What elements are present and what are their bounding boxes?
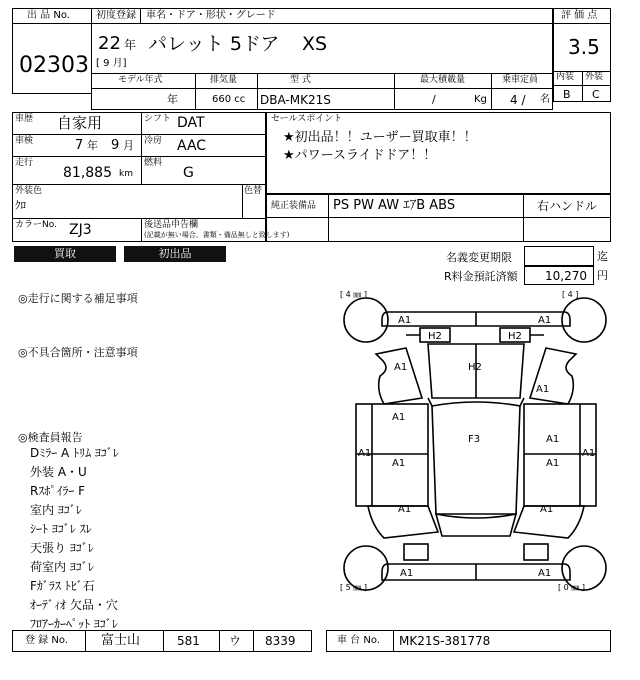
lot-number-box <box>12 8 92 94</box>
equipment-value: PS PW AW ｴｱB ABS <box>333 198 456 213</box>
handle-value: 右ハンドル <box>537 199 598 213</box>
registration-number: 8339 <box>265 634 296 648</box>
mark-rear-door-left: A1 <box>392 458 406 469</box>
year-unit: 年 <box>124 38 137 52</box>
fender-right <box>530 348 576 404</box>
max-load-value: / <box>432 93 436 106</box>
mark-windshield: F3 <box>468 434 481 445</box>
score-box <box>553 8 611 102</box>
report-line: 荷室内 ﾖｺﾞﾚ <box>30 560 94 574</box>
ac-label: 冷房 <box>144 136 163 146</box>
chassis-label: 車 台 No. <box>337 635 380 646</box>
max-load-label: 最大積載量 <box>420 75 466 85</box>
buy-tag: 買取 <box>14 246 116 262</box>
tire-rl-label: [ 5 ㎜ ] <box>340 583 367 592</box>
mark-headlight-right: H2 <box>508 331 522 342</box>
name-change-label: 名義変更期限 <box>446 251 512 264</box>
after-note: (記載が無い場合、書類・備品無しと致します) <box>144 231 290 239</box>
mark-fender-right: A1 <box>536 384 550 395</box>
chassis-value: MK21S-381778 <box>399 634 491 648</box>
inspection-year: 7 <box>75 138 84 153</box>
damage-diagram <box>338 286 614 606</box>
defects-label: ◎不具合箇所・注意事項 <box>18 346 138 359</box>
mark-quarter-right: A1 <box>540 504 554 515</box>
mark-quarter-left: A1 <box>398 504 412 515</box>
report-line: ｵｰﾃﾞｨｵ 欠品・穴 <box>30 598 118 612</box>
vehicle-grade: XS <box>302 33 328 55</box>
vehicle-label: 車名・ドア・形状・グレード <box>146 10 276 21</box>
report-line: ｼｰﾄ ﾖｺﾞﾚ ｽﾚ <box>30 522 92 536</box>
spec-block <box>12 112 290 242</box>
tire-fr-label: [ 4 ] <box>562 290 579 299</box>
fuel-value: G <box>183 165 194 181</box>
after-label: 後送品申告欄 <box>144 220 199 230</box>
registration-class: 581 <box>177 634 200 648</box>
displacement-value: 660 cc <box>212 94 246 105</box>
displacement-label: 排気量 <box>210 75 238 85</box>
driving-remarks-label: ◎走行に関する補足事項 <box>18 292 138 305</box>
capacity-value: 4 / <box>510 93 526 107</box>
shift-label: シフト <box>144 114 172 124</box>
mark-headlight-left: H2 <box>428 331 442 342</box>
mark-fender-left: A1 <box>394 362 408 373</box>
mileage-label: 走行 <box>15 158 34 168</box>
lot-number-label: 出 品 No. <box>27 10 70 21</box>
recycle-value: 10,270 <box>545 269 587 283</box>
first-listing-tag: 初出品 <box>124 246 226 262</box>
inspection-year-unit: 年 <box>87 139 98 152</box>
ac-value: AAC <box>177 138 207 154</box>
registration-label: 初度登録 <box>96 10 136 21</box>
model-year-label: モデル年式 <box>118 75 163 85</box>
report-line: 室内 ﾖｺﾞﾚ <box>30 503 82 517</box>
exterior-color-label: 外装色 <box>15 186 43 196</box>
mark-rear-door-right: A1 <box>546 458 560 469</box>
max-load-unit: Kg <box>474 94 487 105</box>
mileage-value: 81,885 <box>63 165 112 181</box>
mileage-unit: km <box>119 169 133 179</box>
registration-region: 富士山 <box>101 633 141 648</box>
capacity-label: 乗車定員 <box>502 75 539 85</box>
chassis-row <box>326 630 611 652</box>
color-change-label: 色替 <box>244 186 263 196</box>
shift-value: DAT <box>177 115 205 131</box>
fender-left <box>376 348 422 404</box>
mark-front-door-right: A1 <box>546 434 560 445</box>
vehicle-name: パレット 5ドア <box>148 33 280 55</box>
recycle-box <box>524 266 594 285</box>
registration-row <box>12 630 312 652</box>
tire-rr-label: [ 0 ㎜ ] <box>558 583 585 592</box>
recycle-unit: 円 <box>597 269 608 282</box>
tire-front-right <box>562 298 606 342</box>
mark-pillar-left: A1 <box>358 448 372 459</box>
name-change-unit: 迄 <box>597 250 608 263</box>
registration-year: 22 <box>98 33 121 54</box>
sales-point-label: セールスポイント <box>271 114 343 124</box>
history-value: 自家用 <box>57 114 103 132</box>
history-label: 車歴 <box>15 114 34 124</box>
windshield <box>432 402 520 518</box>
inspection-label: 車検 <box>15 136 34 146</box>
report-line: 外装 A・U <box>30 465 87 479</box>
equipment-box <box>266 194 611 242</box>
type-value: DBA-MK21S <box>260 93 331 107</box>
taillight-left <box>404 544 428 560</box>
registration-kana: ウ <box>229 634 242 648</box>
exterior-color-value: ｸﾛ <box>15 199 26 212</box>
report-line: 天張り ﾖｺﾞﾚ <box>30 541 94 555</box>
sales-point-1: ★初出品！！ユーザー買取車！！ <box>283 130 477 145</box>
sales-point-2: ★パワースライドドア！！ <box>283 148 437 163</box>
model-row <box>91 73 553 110</box>
inspector-report-label: ◎検査員報告 <box>18 431 83 444</box>
registration-label: 登 録 No. <box>25 635 68 646</box>
registration-month: [ 9 月] <box>96 58 127 69</box>
mark-rear-bumper-right: A1 <box>538 568 552 579</box>
exterior-label: 外装 <box>585 72 604 82</box>
report-line: Fｶﾞﾗｽ ﾄﾋﾞ石 <box>30 579 95 593</box>
model-year-value: 年 <box>167 93 178 106</box>
score-value: 3.5 <box>568 35 600 59</box>
sales-point-box <box>266 112 611 194</box>
report-line: ﾌﾛｱｰｶｰﾍﾟｯﾄ ﾖｺﾞﾚ <box>30 617 118 631</box>
inspection-month: 9 <box>111 138 120 153</box>
type-label: 型 式 <box>290 75 311 85</box>
recycle-label: R料金預託済額 <box>444 270 518 283</box>
inspection-month-unit: 月 <box>123 139 134 152</box>
vehicle-box <box>91 8 553 74</box>
interior-grade: B <box>563 88 571 101</box>
fuel-label: 燃料 <box>144 158 163 168</box>
mark-front-bumper-right: A1 <box>538 315 552 326</box>
tire-fl-label: [ 4 ㎜ ] <box>340 290 367 299</box>
capacity-unit: 名 <box>540 94 550 105</box>
color-no-label: カラーNo. <box>15 220 57 230</box>
mark-front-door-left: A1 <box>392 412 406 423</box>
mark-front-bumper-left: A1 <box>398 315 412 326</box>
color-no-value: ZJ3 <box>69 222 92 238</box>
score-label: 評 価 点 <box>561 10 598 21</box>
mark-pillar-right: A1 <box>582 448 596 459</box>
lot-number: 02303 <box>19 53 89 78</box>
taillight-right <box>524 544 548 560</box>
equipment-label: 純正装備品 <box>271 201 317 211</box>
exterior-grade: C <box>592 88 600 101</box>
mark-hood: H2 <box>468 362 482 373</box>
mark-rear-bumper-left: A1 <box>400 568 414 579</box>
report-line: Rｽﾎﾟｲﾗｰ F <box>30 484 86 498</box>
name-change-box <box>524 246 594 266</box>
report-line: Dﾐﾗｰ A ﾄﾘﾑ ﾖｺﾞﾚ <box>30 446 119 460</box>
interior-label: 内装 <box>556 72 575 82</box>
